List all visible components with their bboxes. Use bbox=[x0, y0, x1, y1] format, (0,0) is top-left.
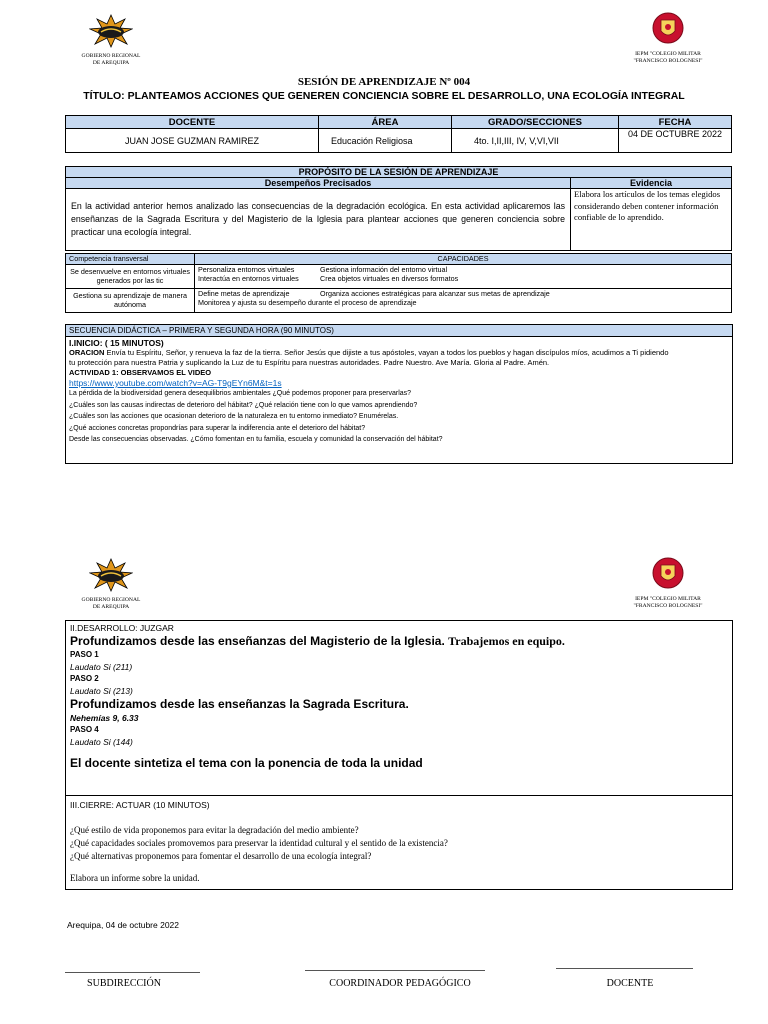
cierre-content bbox=[66, 796, 732, 889]
desempenos-text: En la actividad anterior hemos analizado las consecuencias de la degradación ecológica. En esta actividad aplicaremos las enseñanzas de la Sagrada Escritura y del Magisterio de la Iglesia para plantear acciones que generen conciencia sobre practicar una ecología integral. bbox=[66, 189, 571, 251]
cierre-box bbox=[65, 796, 733, 890]
capacidades-cell bbox=[195, 288, 732, 312]
signature-coordinador: COORDINADOR PEDAGÓGICO bbox=[329, 978, 471, 989]
desempenos-header: Desempeños Precisados bbox=[66, 178, 571, 189]
cierre-task: Elabora un informe sobre la unidad. bbox=[70, 873, 200, 883]
docente-value: JUAN JOSE GUZMAN RAMIREZ bbox=[66, 129, 319, 153]
capacidades-line bbox=[198, 265, 728, 275]
signature-line bbox=[556, 968, 693, 969]
evidencia-header: Evidencia bbox=[571, 178, 732, 189]
gobierno-regional-logo bbox=[76, 558, 146, 610]
inicio-heading: I.INICIO: ( 15 MINUTOS) bbox=[69, 338, 164, 348]
capacidades-line bbox=[198, 274, 728, 284]
competencia-name: Se desenvuelve en entornos virtuales generados por las tic bbox=[66, 264, 195, 288]
desarrollo-header: II.DESARROLLO: JUZGAR bbox=[70, 623, 174, 633]
question: La pérdida de la biodiversidad genera desequilibrios ambientales ¿Qué podemos proponer para preservarlas? bbox=[69, 390, 412, 397]
magisterio-text: Profundizamos desde las enseñanzas del Magisterio de la Iglesia. bbox=[70, 634, 445, 648]
area-value: Educación Religiosa bbox=[319, 129, 452, 153]
video-link[interactable]: https://www.youtube.com/watch?v=AG-T9gEYn6M&t=1s bbox=[69, 378, 282, 388]
logo-caption-line2: DE AREQUIPA bbox=[92, 59, 130, 66]
sequence-content bbox=[66, 337, 732, 446]
session-title: SESIÓN DE APRENDIZAJE Nº 004 bbox=[297, 76, 471, 88]
evidencia-text: Elabora los artículos de los temas elegidos considerando deben contener información confiable de lo aprendido. bbox=[571, 189, 732, 251]
capacidad: Crea objetos virtuales en diversos formatos bbox=[320, 274, 459, 283]
gobierno-regional-logo bbox=[76, 14, 146, 66]
grado-value: 4to. I,II,III, IV, V,VI,VII bbox=[452, 129, 619, 153]
school-shield-icon bbox=[652, 557, 684, 591]
desarrollo-box bbox=[65, 620, 733, 796]
step-label: PASO 2 bbox=[70, 674, 99, 683]
logo-caption-line1: IEPM "COLEGIO MILITAR bbox=[635, 596, 701, 602]
capacidades-line bbox=[198, 298, 728, 308]
escritura-heading: Profundizamos desde las enseñanzas la Sagrada Escritura. bbox=[70, 697, 409, 711]
capacidad: Gestiona información del entorno virtual bbox=[320, 264, 448, 274]
logo-caption-line2: DE AREQUIPA bbox=[92, 603, 130, 610]
session-subtitle: TÍTULO: PLANTEAMOS ACCIONES QUE GENEREN CONCIENCIA SOBRE EL DESARROLLO, UNA ECOLOGÍA INTEGRAL bbox=[83, 90, 685, 102]
desarrollo-content bbox=[66, 621, 732, 773]
fecha-value: 04 DE OCTUBRE 2022 bbox=[619, 129, 732, 153]
logo-caption-line2: "FRANCISCO BOLOGNESI" bbox=[633, 57, 703, 64]
cierre-question: ¿Qué alternativas proponemos para fomentar el desarrollo de una ecología integral? bbox=[70, 851, 372, 861]
sequence-box bbox=[65, 324, 733, 464]
oracion-line1 bbox=[69, 348, 729, 358]
magisterio-heading bbox=[70, 634, 728, 649]
capacidad: Define metas de aprendizaje bbox=[198, 288, 290, 298]
capacidades-cell bbox=[195, 264, 732, 288]
step-reference: Laudato Si (213) bbox=[70, 686, 133, 696]
place-date: Arequipa, 04 de octubre 2022 bbox=[67, 920, 180, 930]
signature-line bbox=[305, 970, 485, 971]
synthesis-text: El docente sintetiza el tema con la ponencia de toda la unidad bbox=[70, 756, 423, 770]
actividad-heading: ACTIVIDAD 1: OBSERVAMOS EL VIDEO bbox=[69, 368, 212, 377]
logo-caption-line1: IEPM "COLEGIO MILITAR bbox=[635, 51, 701, 57]
colegio-militar-logo bbox=[618, 12, 718, 64]
cierre-header: III.CIERRE: ACTUAR (10 MINUTOS) bbox=[70, 800, 210, 810]
step-reference: Laudato Si (144) bbox=[70, 737, 133, 747]
oracion-text: Envía tu Espíritu, Señor, y renueva la faz de la tierra. Señor Jesús que dijiste a tus apóstoles, vayan a todos los pueblos y hagan discípulos míos, acudimos a Ti pidiendo bbox=[106, 348, 669, 357]
purpose-header: PROPÓSITO DE LA SESIÓN DE APRENDIZAJE bbox=[66, 167, 732, 178]
team-work-text: Trabajemos en equipo. bbox=[448, 634, 565, 648]
school-shield-icon bbox=[652, 12, 684, 46]
capacidades-header: CAPACIDADES bbox=[195, 254, 732, 265]
question: ¿Cuáles son las causas indirectas de deterioro del hábitat? ¿Qué relación tiene con lo que vamos aprendiendo? bbox=[69, 401, 418, 409]
capacidad: Interactúa en entornos virtuales bbox=[198, 274, 299, 283]
logo-caption-line1: GOBIERNO REGIONAL bbox=[81, 53, 141, 59]
question: ¿Qué acciones concretas propondrías para superar la indiferencia ante el deterioro del hábitat? bbox=[69, 424, 366, 432]
header-grado: GRADO/SECCIONES bbox=[452, 116, 619, 129]
regional-emblem-icon bbox=[89, 14, 133, 48]
colegio-militar-logo bbox=[618, 557, 718, 609]
info-table bbox=[65, 115, 732, 153]
capacidad: Personaliza entornos virtuales bbox=[198, 264, 295, 274]
signature-line bbox=[65, 972, 200, 973]
logo-caption-line2: "FRANCISCO BOLOGNESI" bbox=[633, 602, 703, 609]
cierre-question: ¿Qué capacidades sociales promovemos para preservar la identidad cultural y el sentido de la existencia? bbox=[70, 838, 448, 848]
competencia-name: Gestiona su aprendizaje de manera autónoma bbox=[66, 288, 195, 312]
question: ¿Cuáles son las acciones que ocasionan deterioro de la naturaleza en tu entorno inmediato? Enumérelas. bbox=[69, 413, 399, 420]
header-area: ÁREA bbox=[319, 116, 452, 129]
capacidad: Monitorea y ajusta su desempeño durante el proceso de aprendizaje bbox=[198, 298, 417, 307]
scripture-reference: Nehemías 9, 6.33 bbox=[70, 713, 139, 723]
question: Desde las consecuencias observadas. ¿Cómo fomentan en tu familia, escuela y comunidad la conservación del hábitat? bbox=[69, 436, 443, 443]
oracion-label: ORACION bbox=[69, 348, 105, 357]
header-docente: DOCENTE bbox=[66, 116, 319, 129]
logo-caption-line1: GOBIERNO REGIONAL bbox=[81, 597, 141, 603]
competencias-table bbox=[65, 253, 732, 313]
signature-docente: DOCENTE bbox=[606, 978, 654, 989]
capacidad: Organiza acciones estratégicas para alcanzar sus metas de aprendizaje bbox=[320, 288, 550, 298]
step-reference: Laudato Si (211) bbox=[70, 662, 133, 672]
signature-subdireccion: SUBDIRECCIÓN bbox=[87, 978, 161, 989]
capacidades-line bbox=[198, 289, 728, 299]
header-fecha: FECHA bbox=[619, 116, 732, 129]
competencia-header: Competencia transversal bbox=[66, 254, 195, 265]
step-label: PASO 1 bbox=[70, 650, 99, 659]
sequence-header: SECUENCIA DIDÁCTICA – PRIMERA Y SEGUNDA HORA (90 MINUTOS) bbox=[66, 325, 732, 337]
cierre-question: ¿Qué estilo de vida proponemos para evitar la degradación del medio ambiente? bbox=[70, 825, 359, 835]
regional-emblem-icon bbox=[89, 558, 133, 592]
step-label: PASO 4 bbox=[70, 725, 99, 734]
purpose-table bbox=[65, 166, 732, 251]
oracion-line2: tu protección para nuestra Patria y suplicando la Luz de tu Espíritu para nuestras autoridades. Padre Nuestro. Ave María. Gloria al Padre. Amén. bbox=[69, 358, 550, 367]
